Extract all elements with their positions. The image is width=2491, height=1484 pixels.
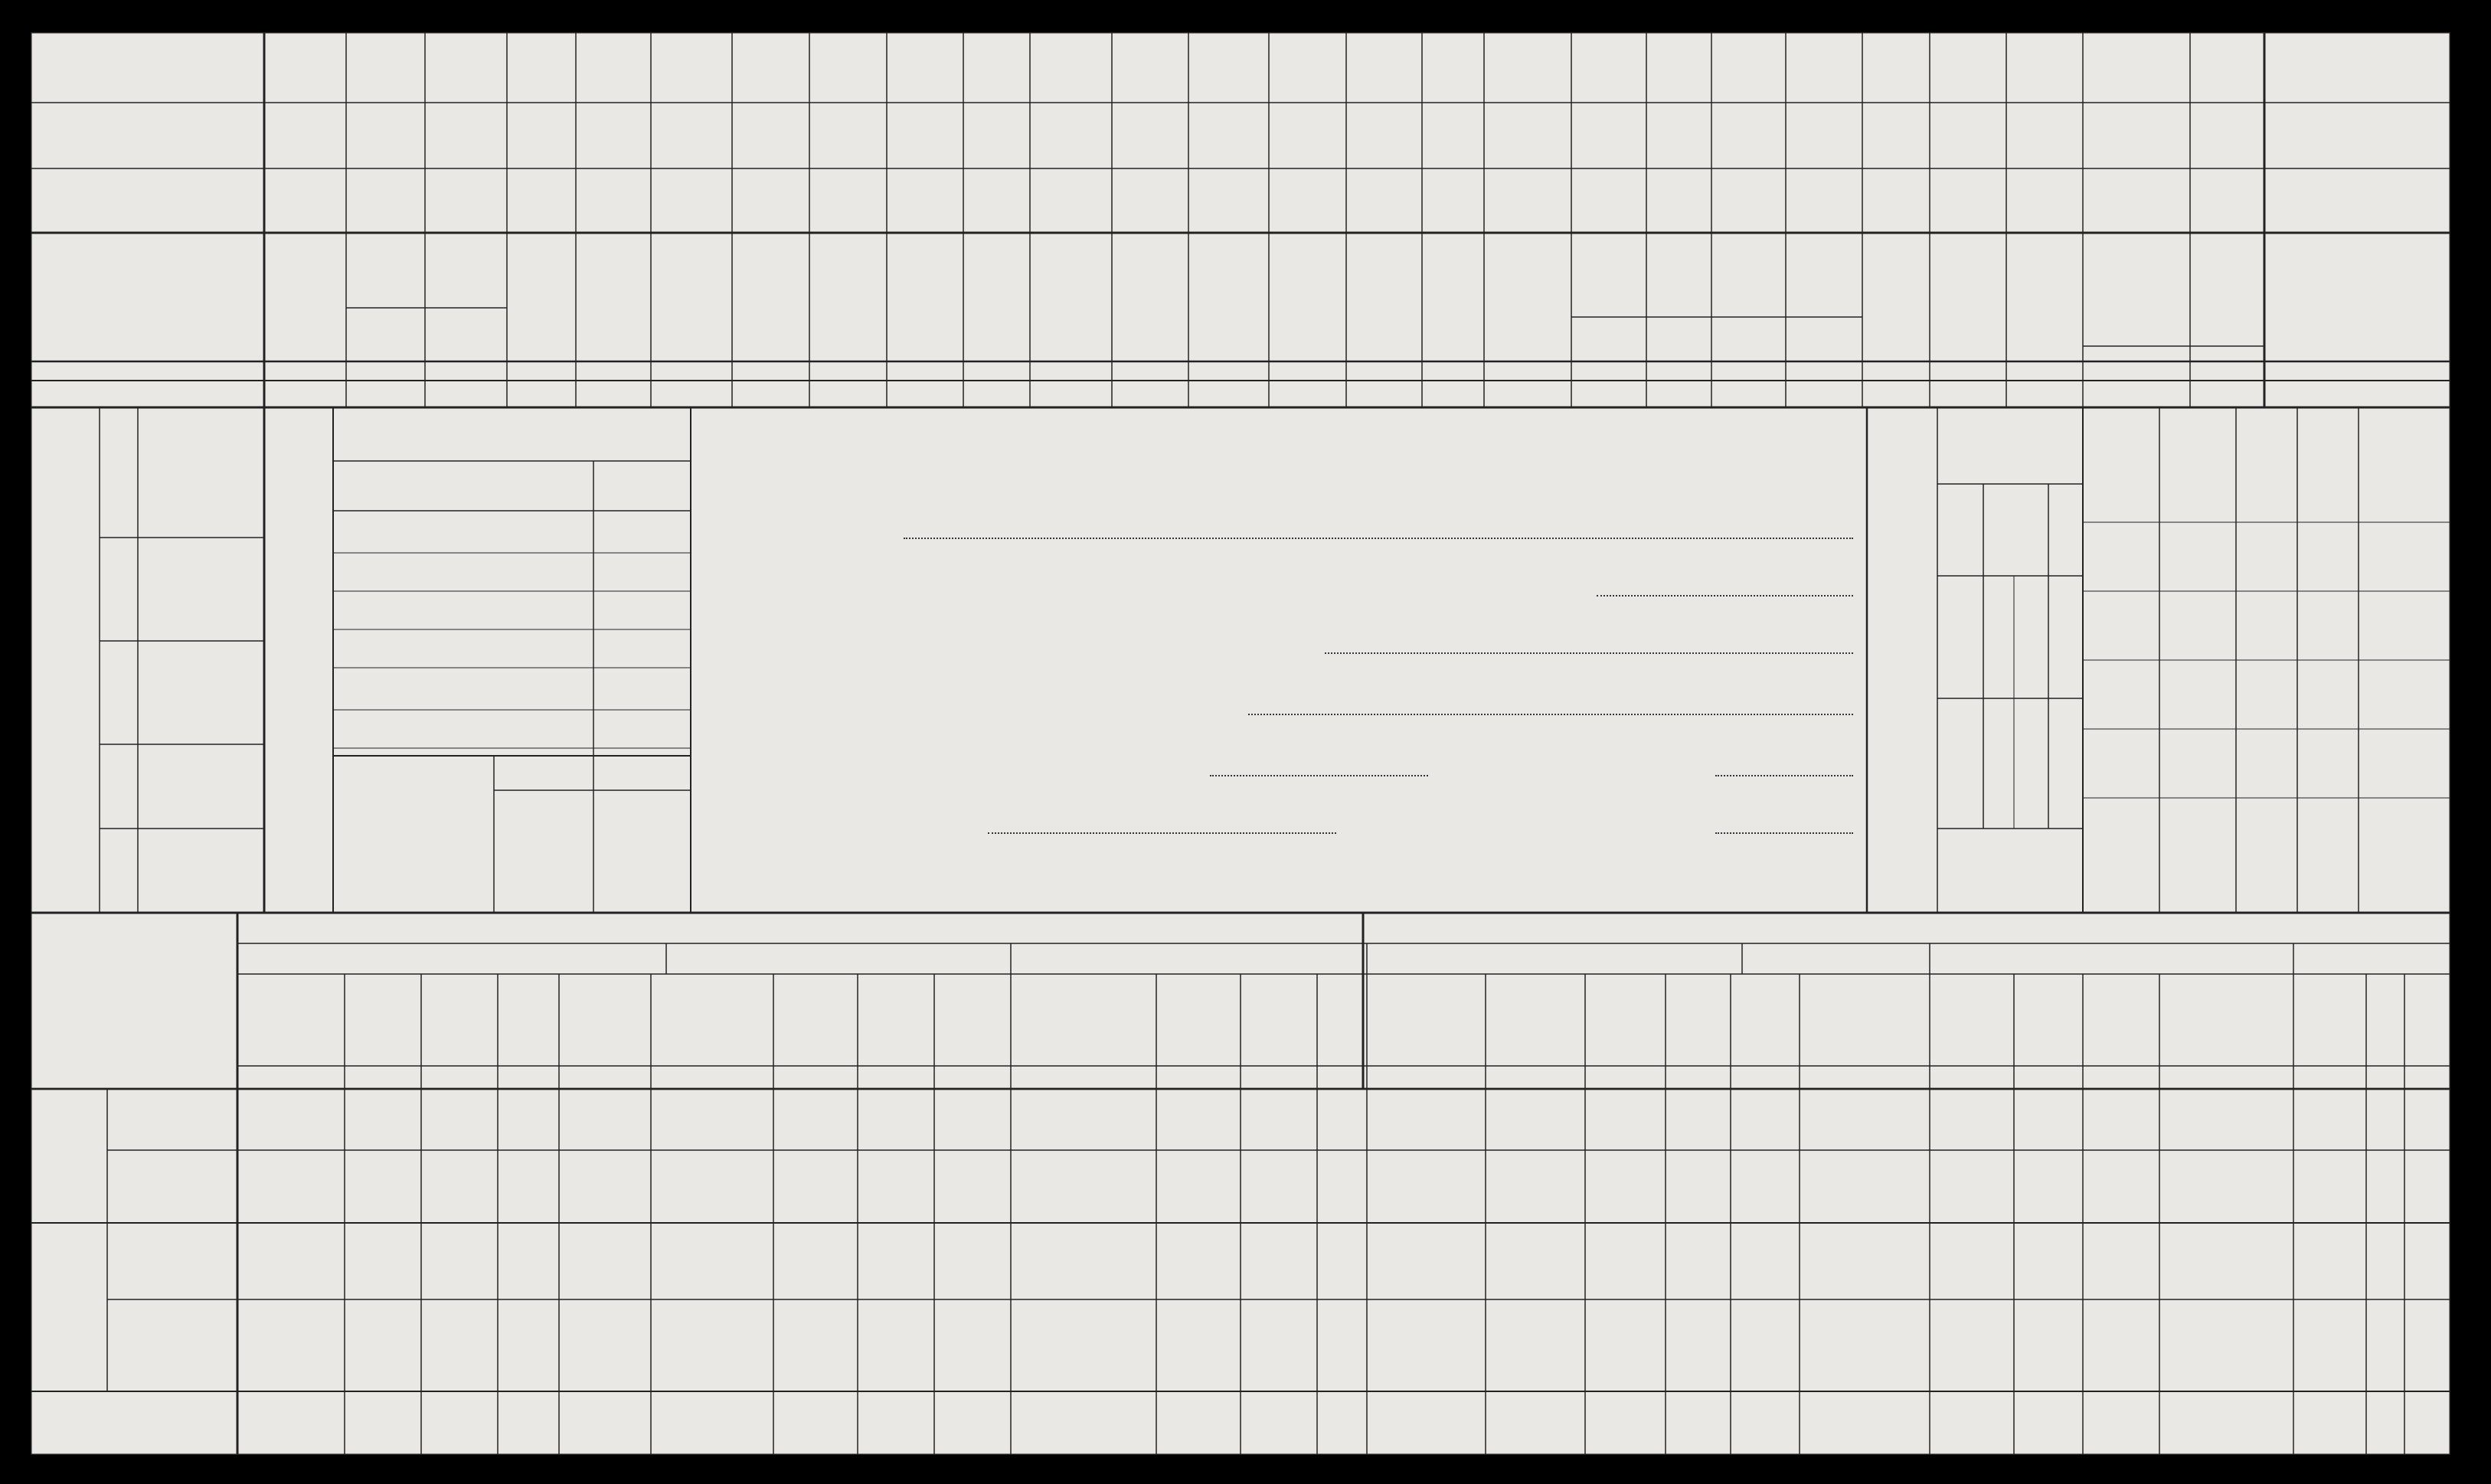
table-grid xyxy=(31,32,2450,1455)
fill-line xyxy=(1248,714,1853,715)
fill-line xyxy=(988,832,1336,834)
fill-line xyxy=(1210,775,1428,776)
fill-line xyxy=(1325,652,1853,654)
fill-line xyxy=(1715,832,1853,834)
fill-line xyxy=(904,538,1853,539)
fill-line xyxy=(1715,775,1853,776)
census-card xyxy=(31,32,2450,1455)
fill-line xyxy=(1597,595,1853,597)
